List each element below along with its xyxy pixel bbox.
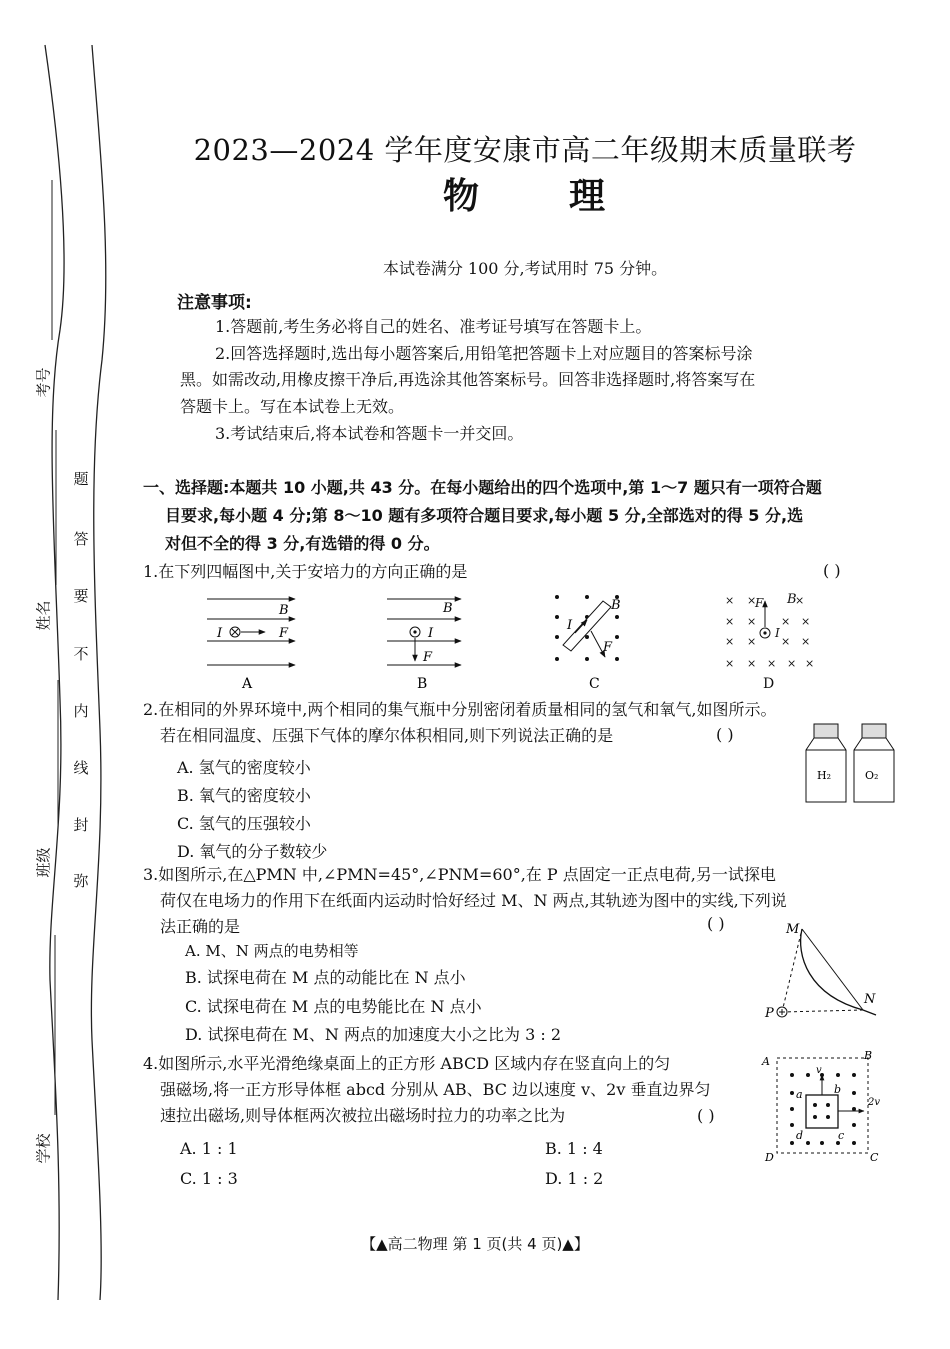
school-label: 学校 <box>34 1133 53 1164</box>
q4-velocity-v: v <box>816 1065 822 1076</box>
q3-option-b: B. 试探电荷在 M 点的动能比在 N 点小 <box>185 968 466 987</box>
q1-label-b: B <box>417 676 428 692</box>
svg-text:×: × <box>725 594 735 607</box>
svg-text:×: × <box>801 615 811 628</box>
q1-a-i: I <box>217 626 223 641</box>
q1-figure-b <box>387 599 461 692</box>
svg-text:×: × <box>767 657 777 670</box>
q4-bracket: ( ) <box>697 1106 715 1125</box>
q4-inner-a: a <box>796 1088 803 1101</box>
q2-line-1: 2.在相同的外界环境中,两个相同的集气瓶中分别密闭着质量相同的氢气和氧气,如图所示。 <box>143 700 777 719</box>
subject-title <box>150 168 900 219</box>
q4-option-d: D. 1 : 2 <box>545 1169 604 1188</box>
subject-char-2: 理 <box>569 175 608 217</box>
note-2-cont2: 答题卡上。写在本试卷上无效。 <box>180 397 405 416</box>
page-footer: 【▲高二物理 第 1 页(共 4 页)▲】 <box>361 1235 589 1253</box>
q3-line-1: 3.如图所示,在△PMN 中,∠PMN=45°,∠PNM=60°,在 P 点固定一正点电荷,另一试探电 <box>143 865 776 884</box>
svg-text:×: × <box>747 615 757 628</box>
svg-text:×: × <box>795 594 805 607</box>
q2-option-a: A. 氢气的密度较小 <box>177 758 311 777</box>
subject-char-1: 物 <box>442 175 481 217</box>
binding-char-6: 线 <box>73 759 89 777</box>
section-heading <box>143 474 888 558</box>
svg-text:×: × <box>787 657 797 670</box>
q1-stem: 1.在下列四幅图中,关于安培力的方向正确的是 <box>143 562 468 581</box>
q4-corner-a: A <box>762 1055 770 1068</box>
notes-title: 注意事项: <box>177 293 252 313</box>
q2-option-d: D. 氧气的分子数较少 <box>177 842 328 861</box>
name-label: 姓名 <box>34 600 53 631</box>
binding-char-8: 弥 <box>73 872 89 890</box>
svg-text:×: × <box>805 657 815 670</box>
binding-margin <box>0 0 130 1345</box>
q4-corner-c: C <box>870 1151 879 1164</box>
note-1: 1.答题前,考生务必将自己的姓名、准考证号填写在答题卡上。 <box>215 317 652 336</box>
svg-text:×: × <box>747 635 757 648</box>
binding-char-5: 内 <box>73 702 89 720</box>
svg-text:×: × <box>747 594 757 607</box>
exam-no-label: 考号 <box>34 367 53 398</box>
note-2: 2.回答选择题时,选出每小题答案后,用铅笔把答题卡上对应题目的答案标号涂 <box>215 344 753 363</box>
svg-text:×: × <box>747 657 757 670</box>
oxygen-bottle <box>854 724 894 802</box>
q1-label-c: C <box>589 676 600 692</box>
exam-info: 本试卷满分 100 分,考试用时 75 分钟。 <box>382 259 668 278</box>
class-label: 班级 <box>34 847 53 878</box>
q2-line-2: 若在相同温度、压强下气体的摩尔体积相同,则下列说法正确的是 <box>160 726 614 745</box>
q4-inner-b: b <box>834 1083 842 1096</box>
q4-option-c: C. 1 : 3 <box>180 1169 238 1188</box>
q2-bracket: ( ) <box>716 725 734 744</box>
q3-bracket: ( ) <box>707 914 725 933</box>
q4-line-1: 4.如图所示,水平光滑绝缘桌面上的正方形 ABCD 区域内存在竖直向上的匀 <box>143 1054 671 1073</box>
q1-d-i: I <box>775 626 780 640</box>
q2-option-c: C. 氢气的压强较小 <box>177 814 311 833</box>
q4-line-3: 速拉出磁场,则导体框两次被拉出磁场时拉力的功率之比为 <box>160 1106 566 1125</box>
svg-text:×: × <box>725 657 735 670</box>
q1-c-f: F <box>603 640 613 655</box>
exam-title: 2023—2024 学年度安康市高二年级期末质量联考 <box>193 133 857 167</box>
q4-inner-c: c <box>838 1129 845 1142</box>
q1-figures <box>195 585 915 695</box>
section-line-3: 对但不全的得 3 分,有选错的得 0 分。 <box>165 534 440 553</box>
q1-bracket: ( ) <box>823 561 841 580</box>
binding-char-7: 封 <box>73 816 89 834</box>
q3-option-a: A. M、N 两点的电势相等 <box>185 942 359 960</box>
q3-label-p: P <box>765 1006 774 1021</box>
q1-c-i: I <box>567 618 573 633</box>
q3-option-d: D. 试探电荷在 M、N 两点的加速度大小之比为 3 : 2 <box>185 1025 561 1044</box>
binding-char-4: 不 <box>73 645 89 663</box>
q1-b-b: B <box>443 601 453 616</box>
binding-char-2: 答 <box>73 530 89 548</box>
q1-b-i: I <box>428 626 434 641</box>
q1-label-a: A <box>242 676 253 692</box>
hydrogen-bottle <box>806 724 846 802</box>
q2-option-b: B. 氧气的密度较小 <box>177 786 311 805</box>
q3-label-m: M <box>786 922 800 937</box>
q1-figure-a <box>207 599 295 692</box>
q1-figure-d <box>725 592 814 692</box>
q4-option-b: B. 1 : 4 <box>545 1139 603 1158</box>
q3-line-2: 荷仅在电场力的作用下在纸面内运动时恰好经过 M、N 两点,其轨迹为图中的实线,下列说 <box>160 891 787 910</box>
binding-lines <box>0 0 130 1345</box>
q2-figure <box>800 720 900 810</box>
q1-c-b: B <box>611 598 621 613</box>
q4-velocity-2v: 2v <box>868 1097 881 1108</box>
note-3: 3.考试结束后,将本试卷和答题卡一并交回。 <box>215 424 524 443</box>
q1-a-b: B <box>279 603 289 618</box>
section-line-1: 一、选择题:本题共 10 小题,共 43 分。在每小题给出的四个选项中,第 1～7 题只有一项符合题 <box>143 478 822 497</box>
bottle-h2-label: H₂ <box>817 769 832 782</box>
note-2-cont: 黑。如需改动,用橡皮擦干净后,再选涂其他答案标号。回答非选择题时,将答案写在 <box>180 370 756 389</box>
q4-figure <box>760 1045 890 1170</box>
bottle-o2-label: O₂ <box>865 769 879 782</box>
q3-option-c: C. 试探电荷在 M 点的电势能比在 N 点小 <box>185 997 482 1016</box>
binding-char-3: 要 <box>73 587 89 605</box>
q1-a-f: F <box>279 626 289 641</box>
svg-text:×: × <box>725 635 735 648</box>
q4-line-2: 强磁场,将一正方形导体框 abcd 分别从 AB、BC 边以速度 v、2v 垂直边界匀 <box>160 1080 711 1099</box>
svg-text:×: × <box>801 635 811 648</box>
q3-figure <box>760 915 890 1025</box>
q4-option-a: A. 1 : 1 <box>180 1139 238 1158</box>
q1-figure-c <box>555 595 621 692</box>
q3-label-n: N <box>864 992 876 1007</box>
binding-char-1: 题 <box>73 470 89 488</box>
svg-text:×: × <box>725 615 735 628</box>
q1-d-f: F <box>755 596 764 610</box>
q3-line-3: 法正确的是 <box>160 917 241 936</box>
q1-d-b: B <box>787 592 797 607</box>
svg-text:×: × <box>781 615 791 628</box>
q1-label-d: D <box>763 676 775 692</box>
q4-corner-b: B <box>864 1049 873 1062</box>
q1-b-f: F <box>423 650 433 665</box>
section-line-2: 目要求,每小题 4 分;第 8～10 题有多项符合题目要求,每小题 5 分,全部选对的得 5 分,选 <box>165 506 804 525</box>
q4-inner-d: d <box>796 1129 804 1142</box>
svg-text:×: × <box>781 635 791 648</box>
q4-corner-d: D <box>765 1151 774 1164</box>
